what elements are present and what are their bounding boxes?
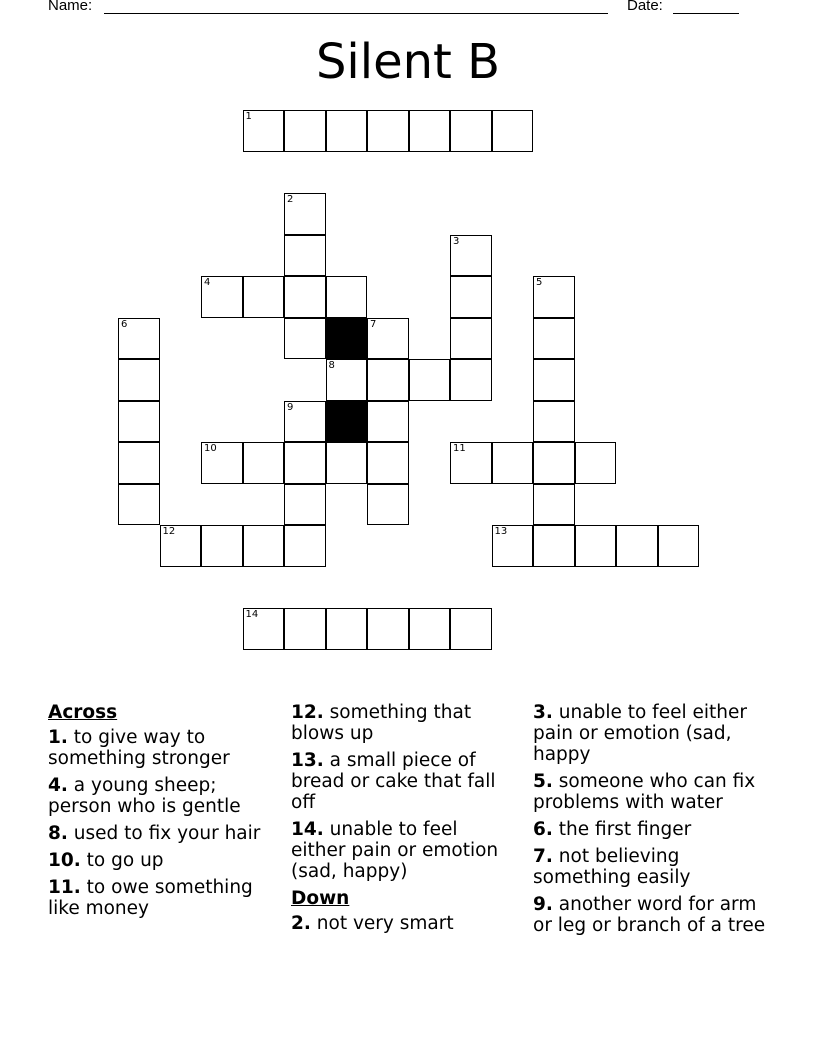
grid-cell[interactable] (367, 608, 409, 650)
clue-across-12 (291, 702, 516, 744)
grid-cell-number: 10 (204, 443, 217, 454)
grid-cell[interactable] (658, 525, 700, 567)
grid-cell[interactable] (243, 525, 285, 567)
grid-cell[interactable] (409, 110, 451, 152)
clue-across-4 (48, 775, 273, 817)
grid-cell-number: 1 (245, 111, 252, 122)
grid-cell[interactable] (367, 110, 409, 152)
grid-cell[interactable] (367, 484, 409, 526)
grid-cell-number: 5 (536, 277, 543, 288)
clue-number: 10. (48, 850, 81, 871)
grid-cell[interactable] (326, 608, 368, 650)
grid-cell-number: 2 (287, 194, 294, 205)
grid-cell[interactable] (118, 442, 160, 484)
grid-cell[interactable] (616, 525, 658, 567)
grid-cell[interactable] (201, 525, 243, 567)
grid-cell[interactable] (118, 359, 160, 401)
clue-text: not believing something easily (533, 846, 691, 888)
clue-number: 3. (533, 702, 553, 723)
grid-cell[interactable] (533, 318, 575, 360)
clue-number: 5. (533, 771, 553, 792)
grid-cell[interactable] (492, 110, 534, 152)
clue-column-1 (48, 702, 273, 925)
grid-cell[interactable] (450, 235, 492, 277)
grid-cell-number: 4 (204, 277, 211, 288)
grid-cell[interactable] (533, 401, 575, 443)
grid-cell[interactable] (326, 276, 368, 318)
grid-cell[interactable] (160, 525, 202, 567)
grid-cell[interactable] (118, 484, 160, 526)
clue-text: to go up (86, 850, 164, 871)
across-heading: Across (48, 702, 118, 723)
grid-cell[interactable] (450, 608, 492, 650)
clue-down-6 (533, 819, 773, 840)
clue-down-2 (291, 913, 516, 934)
clue-text: another word for arm or leg or branch of a tree (533, 894, 766, 936)
grid-cell[interactable] (367, 318, 409, 360)
grid-cell[interactable] (284, 193, 326, 235)
grid-cell[interactable] (409, 608, 451, 650)
grid-cell-number: 11 (453, 443, 466, 454)
grid-cell[interactable] (533, 525, 575, 567)
grid-cell[interactable] (450, 110, 492, 152)
clue-number: 4. (48, 775, 68, 796)
grid-cell[interactable] (243, 110, 285, 152)
grid-cell[interactable] (450, 276, 492, 318)
clue-down-9 (533, 894, 773, 936)
clue-across-10 (48, 850, 273, 871)
down-heading: Down (291, 888, 350, 909)
grid-cell[interactable] (533, 276, 575, 318)
clue-text: to give way to something stronger (48, 727, 230, 769)
clue-text: unable to feel either pain or emotion (sad, happy) (291, 819, 499, 882)
grid-cell[interactable] (118, 318, 160, 360)
grid-cell-number: 3 (453, 235, 460, 247)
clue-down-3 (533, 702, 773, 765)
clue-number: 11. (48, 877, 81, 898)
grid-cell[interactable] (326, 110, 368, 152)
grid-black-cell (326, 318, 368, 360)
clue-number: 8. (48, 823, 68, 844)
grid-cell[interactable] (284, 110, 326, 152)
clue-column-3 (533, 702, 773, 942)
grid-cell-number: 7 (370, 318, 377, 330)
grid-cell[interactable] (243, 608, 285, 650)
grid-cell[interactable] (201, 442, 243, 484)
grid-cell[interactable] (533, 442, 575, 484)
name-label: Name: (48, 0, 93, 14)
clue-number: 6. (533, 819, 553, 840)
clue-column-2 (291, 702, 516, 940)
clue-text: not very smart (316, 913, 454, 934)
grid-cell[interactable] (284, 525, 326, 567)
grid-cell[interactable] (575, 442, 617, 484)
grid-cell-number: 9 (287, 401, 294, 413)
grid-cell[interactable] (201, 276, 243, 318)
grid-cell[interactable] (450, 359, 492, 401)
clue-text: to owe something like money (48, 877, 253, 919)
clue-text: used to fix your hair (73, 823, 261, 844)
grid-cell[interactable] (284, 276, 326, 318)
clue-number: 12. (291, 702, 324, 723)
clue-text: unable to feel either pain or emotion (sad, happy (533, 702, 747, 765)
grid-cell[interactable] (367, 359, 409, 401)
clue-number: 9. (533, 894, 553, 915)
clue-number: 14. (291, 819, 324, 840)
grid-cell[interactable] (450, 442, 492, 484)
grid-cell[interactable] (243, 442, 285, 484)
grid-cell[interactable] (284, 608, 326, 650)
clue-text: a young sheep; person who is gentle (48, 775, 241, 817)
grid-cell-number: 8 (328, 360, 335, 371)
clue-down-5 (533, 771, 773, 813)
grid-cell-number: 13 (494, 526, 508, 537)
grid-cell[interactable] (326, 359, 368, 401)
grid-cell[interactable] (284, 484, 326, 526)
grid-cell[interactable] (533, 359, 575, 401)
clue-text: the first finger (558, 819, 692, 840)
clue-number: 2. (291, 913, 311, 934)
grid-cell[interactable] (492, 525, 534, 567)
clue-down-7 (533, 846, 773, 888)
grid-cell[interactable] (284, 401, 326, 443)
clue-across-8 (48, 823, 273, 844)
date-label: Date: (627, 0, 663, 14)
grid-cell[interactable] (492, 442, 534, 484)
grid-cell[interactable] (118, 401, 160, 443)
grid-cell-number: 12 (162, 526, 176, 537)
clue-text: someone who can fix problems with water (533, 771, 756, 813)
grid-cell[interactable] (367, 401, 409, 443)
grid-cell[interactable] (243, 276, 285, 318)
clue-across-14 (291, 819, 516, 882)
clue-text: a small piece of bread or cake that fall off (291, 750, 496, 813)
grid-cell[interactable] (409, 359, 451, 401)
clue-across-1 (48, 727, 273, 769)
grid-cell-number: 14 (245, 609, 259, 620)
grid-cell[interactable] (326, 442, 368, 484)
clue-across-11 (48, 877, 273, 919)
clue-number: 13. (291, 750, 324, 771)
grid-cell[interactable] (450, 318, 492, 360)
grid-cell[interactable] (575, 525, 617, 567)
grid-black-cell (326, 401, 368, 443)
clue-number: 7. (533, 846, 553, 867)
page-title: Silent B (315, 34, 501, 90)
grid-cell[interactable] (284, 318, 326, 360)
grid-cell[interactable] (533, 484, 575, 526)
clue-text: something that blows up (291, 702, 472, 744)
grid-cell-number: 6 (121, 318, 128, 330)
grid-cell[interactable] (284, 442, 326, 484)
grid-cell[interactable] (284, 235, 326, 277)
grid-cell[interactable] (367, 442, 409, 484)
clue-number: 1. (48, 727, 68, 748)
clue-across-13 (291, 750, 516, 813)
